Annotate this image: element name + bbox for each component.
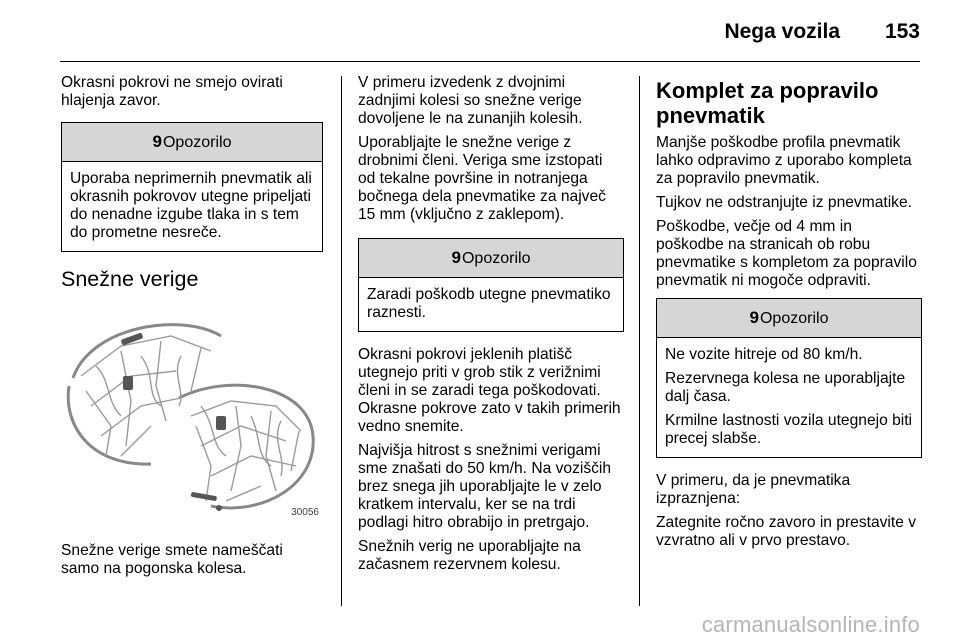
section-title-snow-chains: Snežne verige — [61, 267, 199, 291]
paragraph-deflated: V primeru, da je pnevmatika izpraznjena: — [656, 472, 851, 507]
header-rule — [60, 61, 920, 62]
warning-title: Opozorilo — [461, 250, 531, 267]
warning-text-handling: Krmilne lastnosti vozila utegnejo biti precej slabše. — [665, 412, 913, 447]
warning-body — [657, 338, 921, 457]
snow-chain-illustration — [61, 306, 321, 524]
chain-outer-ring-3 — [179, 385, 313, 508]
warning-body — [359, 278, 623, 331]
warning-text: Uporaba neprimernih pnevmatik ali okrasnih pokrovov utegne pripeljati do nenadne izgube tlaka in s tem do prometne nesreče. — [70, 170, 312, 241]
warning-box-3 — [656, 298, 922, 458]
page-header — [0, 0, 960, 62]
paragraph-repair-kit: Manjše poškodbe profila pnevmatik lahko odpravimo z uporabo kompleta za popravilo pnevmatik. — [656, 134, 912, 187]
column-2 — [358, 74, 624, 580]
snow-chain-drawing — [61, 306, 321, 524]
paragraph-spare-wheel: Snežnih verig ne uporabljajte na začasnem rezervnem kolesu. — [358, 538, 581, 573]
watermark: carmanualsonline.info — [701, 612, 920, 637]
warning-text-speed: Ne vozite hitreje od 80 km/h. — [665, 346, 863, 363]
column-3 — [656, 78, 922, 556]
warning-title: Opozorilo — [162, 134, 232, 151]
chain-outer-ring — [73, 325, 221, 378]
warning-text: Zaradi poškodb utegne pnevmatiko raznesti. — [367, 286, 611, 321]
warning-body — [62, 162, 322, 251]
warning-header — [657, 299, 921, 338]
warning-header — [359, 239, 623, 278]
chapter-title: Nega vozila — [724, 20, 840, 43]
column-divider-2 — [639, 76, 640, 606]
page-number: 153 — [884, 20, 920, 43]
column-1 — [61, 74, 323, 584]
warning-text-spare: Rezervnega kolesa ne uporabljajte dalj časa. — [665, 370, 906, 405]
column-divider-1 — [341, 76, 342, 606]
paragraph-max-speed: Najvišja hitrost s snežnimi verigami sme znašati do 50 km/h. Na voziščih brez snega jih uporabljajte le v zelo kratkem intervalu, ker se na trdi podlagi hitro obrabijo in pretrgajo. — [358, 442, 612, 531]
warning-title: Opozorilo — [759, 310, 829, 327]
warning-header — [62, 123, 322, 162]
intro-paragraph: Okrasni pokrovi ne smejo ovirati hlajenja zavor. — [61, 74, 283, 109]
paragraph-wheel-covers: Okrasni pokrovi jeklenih platišč utegnejo priti v grob stik z verižnimi členi in se zaradi tega poškodovati. Okrasne pokrove zato v takih primerih vedno snemite. — [358, 346, 621, 435]
warning-icon: 9 — [749, 308, 759, 327]
paragraph-handbrake: Zategnite ročno zavoro in prestavite v vzvratno ali v prvo prestavo. — [656, 514, 917, 549]
section-title-repair-kit: Komplet za popravilo pnevmatik — [656, 78, 879, 128]
paragraph-fine-links: Uporabljajte le snežne verige z drobnimi členi. Veriga sme izstopati od tekalne površine in notranjega bočnega dela pnevmatike za največ 15 mm (vključno z zaklepom). — [358, 134, 606, 223]
figure-number: 30056 — [291, 507, 319, 518]
warning-box-1 — [61, 122, 323, 252]
snow-chains-paragraph: Snežne verige smete nameščati samo na pogonska kolesa. — [61, 542, 283, 577]
paragraph-dual-wheels: V primeru izvedenk z dvojnimi zadnjimi kolesi so snežne verige dovoljene le na zunanjih kolesih. — [358, 74, 583, 127]
warning-icon: 9 — [152, 132, 162, 151]
paragraph-damage-limits: Poškodbe, večje od 4 mm in poškodbe na stranicah ob robu pnevmatike s kompletom za popravilo pnevmatik ni mogoče odpraviti. — [656, 218, 917, 289]
warning-box-2 — [358, 238, 624, 332]
warning-icon: 9 — [451, 248, 461, 267]
paragraph-foreign-objects: Tujkov ne odstranjujte iz pnevmatike. — [656, 194, 912, 211]
